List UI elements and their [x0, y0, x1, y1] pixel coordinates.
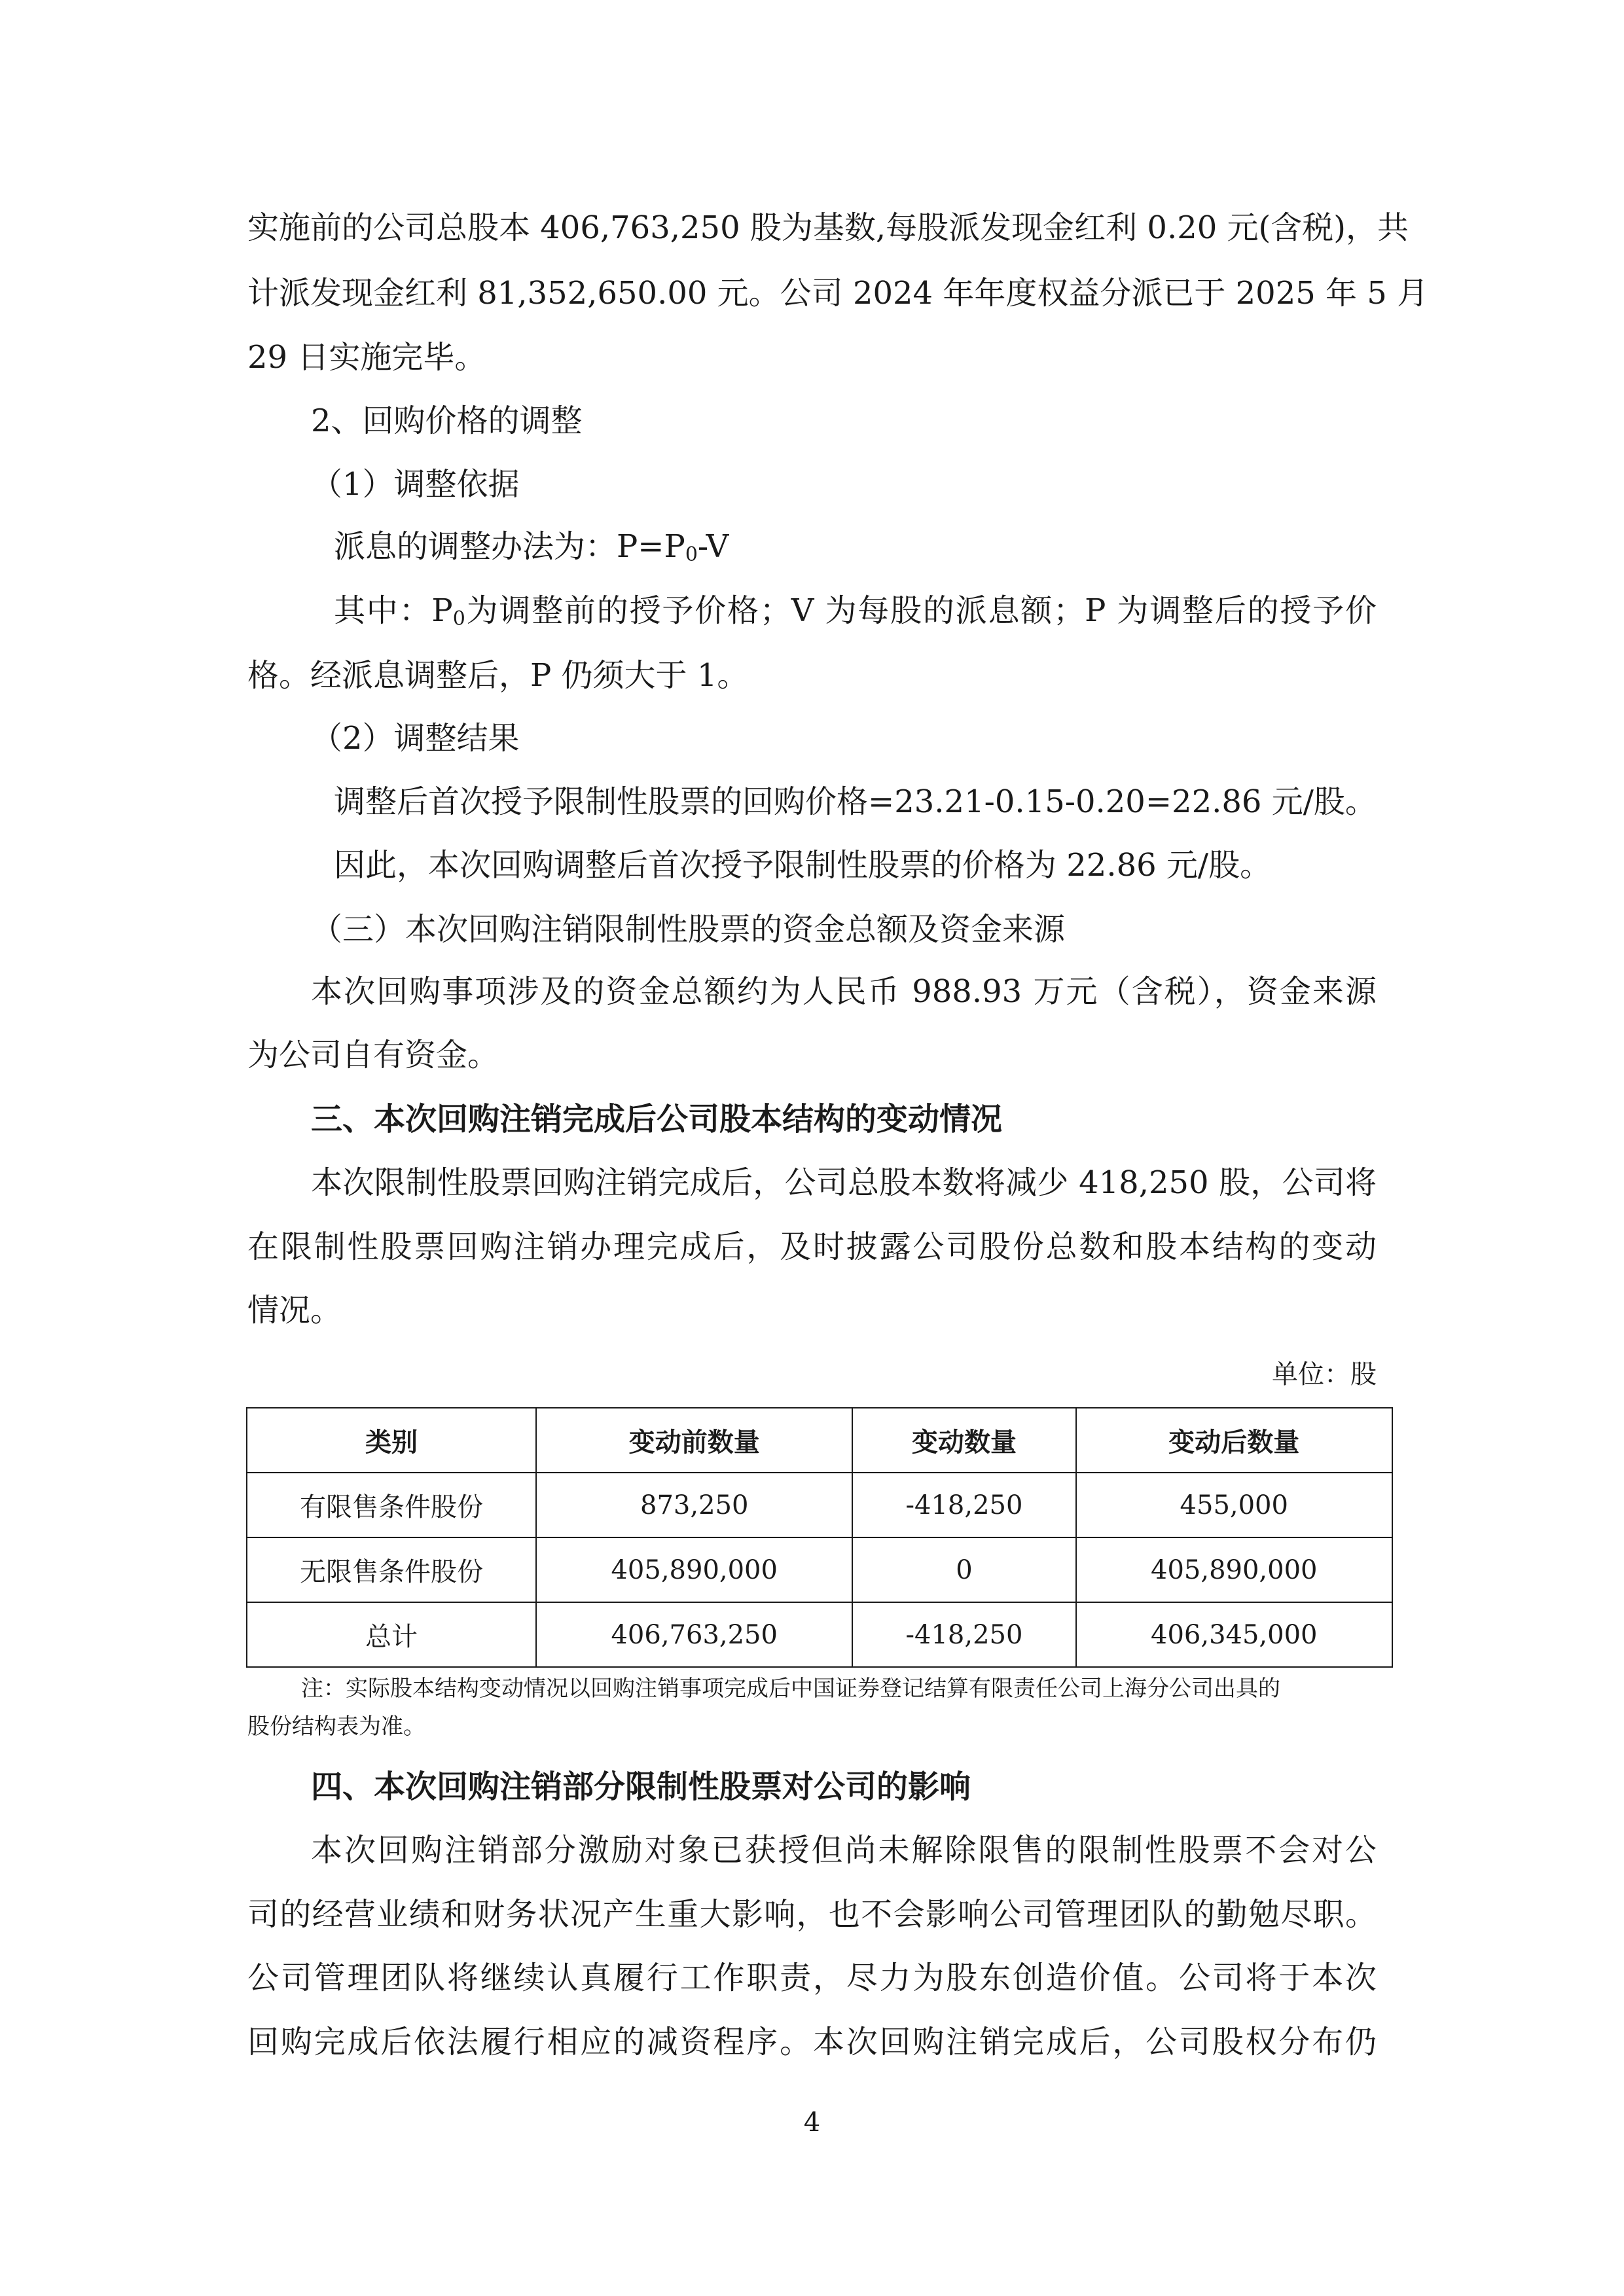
table-note: 注：实际股本结构变动情况以回购注销事项完成后中国证券登记结算有限责任公司上海分公司出具的 — [301, 1676, 1280, 1702]
section-title: 三、本次回购注销完成后公司股本结构的变动情况 — [311, 1101, 1003, 1138]
paragraph-line: 本次回购事项涉及的资金总额约为人民币 988.93 万元（含税），资金来源 — [311, 973, 1377, 1010]
table-note: 股份结构表为准。 — [247, 1713, 425, 1740]
paragraph-line: 调整后首次授予限制性股票的回购价格=23.21-0.15-0.20=22.86 元/股。 — [334, 783, 1377, 820]
table-header-row — [247, 1408, 1392, 1473]
header-change: 变动数量 — [852, 1408, 1075, 1473]
table-cell: 406,763,250 — [536, 1602, 852, 1667]
page-number: 4 — [803, 2108, 821, 2138]
paragraph-line: 29 日实施完毕。 — [247, 339, 486, 376]
header-category: 类别 — [247, 1408, 536, 1473]
paragraph-line: 在限制性股票回购注销办理完成后，及时披露公司股份总数和股本结构的变动 — [247, 1229, 1377, 1265]
header-after: 变动后数量 — [1076, 1408, 1392, 1473]
paragraph-line: 因此，本次回购调整后首次授予限制性股票的价格为 22.86 元/股。 — [334, 847, 1272, 884]
paragraph-line: 其中：$P_0$为调整前的授予价格；V 为每股的派息额；P 为调整后的授予价 — [334, 592, 1377, 630]
paragraph-line: 格。经派息调整后，P 仍须大于 1。 — [247, 657, 749, 694]
section-title: 四、本次回购注销部分限制性股票对公司的影响 — [311, 1768, 971, 1805]
table-cell: 405,890,000 — [1076, 1537, 1392, 1602]
table-cell: 455,000 — [1076, 1473, 1392, 1537]
subsection-heading: （三）本次回购注销限制性股票的资金总额及资金来源 — [311, 911, 1066, 948]
paragraph-line: 公司管理团队将继续认真履行工作职责，尽力为股东创造价值。公司将于本次 — [247, 1960, 1377, 1996]
table-row — [247, 1473, 1392, 1537]
paragraph-line: 本次回购注销部分激励对象已获授但尚未解除限售的限制性股票不会对公 — [311, 1832, 1377, 1869]
table-cell: 873,250 — [536, 1473, 852, 1537]
table-cell: -418,250 — [852, 1602, 1075, 1667]
paragraph-line: 为公司自有资金。 — [247, 1037, 499, 1073]
table-cell: 总计 — [247, 1602, 536, 1667]
paragraph-line: 情况。 — [247, 1292, 342, 1329]
subsection-heading: （1）调整依据 — [311, 466, 520, 503]
table-cell: -418,250 — [852, 1473, 1075, 1537]
table-row — [247, 1537, 1392, 1602]
table-row — [247, 1602, 1392, 1667]
table-cell: 有限售条件股份 — [247, 1473, 536, 1537]
paragraph-line: 本次限制性股票回购注销完成后，公司总股本数将减少 418,250 股，公司将 — [311, 1164, 1377, 1201]
share-structure-table — [246, 1407, 1393, 1668]
table-cell: 无限售条件股份 — [247, 1537, 536, 1602]
table-cell: 406,345,000 — [1076, 1602, 1392, 1667]
header-before: 变动前数量 — [536, 1408, 852, 1473]
table-cell: 0 — [852, 1537, 1075, 1602]
paragraph-line: 司的经营业绩和财务状况产生重大影响，也不会影响公司管理团队的勤勉尽职。 — [247, 1896, 1377, 1933]
subsection-heading: （2）调整结果 — [311, 720, 520, 757]
table-cell: 405,890,000 — [536, 1537, 852, 1602]
table-unit-label: 单位：股 — [1272, 1359, 1377, 1390]
paragraph-line: 计派发现金红利 81,352,650.00 元。公司 2024 年年度权益分派已于 2025 年 5 月 — [247, 275, 1429, 312]
paragraph-line: 回购完成后依法履行相应的减资程序。本次回购注销完成后，公司股权分布仍 — [247, 2024, 1377, 2060]
paragraph-line: 实施前的公司总股本 406,763,250 股为基数,每股派发现金红利 0.20 元(含税)，共 — [247, 209, 1409, 246]
subsection-heading: 2、回购价格的调整 — [311, 403, 583, 439]
formula-line: 派息的调整办法为：$P=P_0-V$ — [334, 528, 729, 566]
